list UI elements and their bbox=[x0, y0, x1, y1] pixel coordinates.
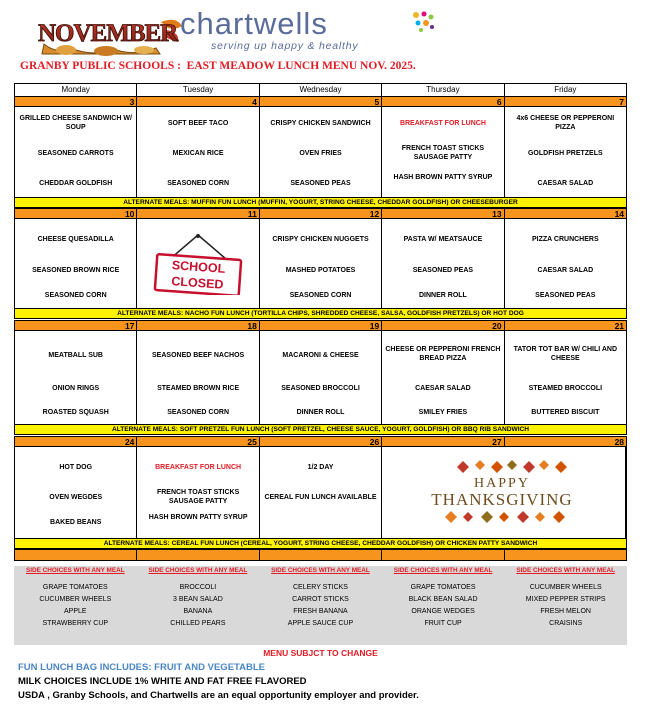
spacer-cell bbox=[15, 550, 137, 560]
spacer-row bbox=[14, 549, 627, 561]
menu-side: SEASONED PEAS bbox=[290, 180, 351, 187]
day-cell-wednesday bbox=[260, 447, 382, 538]
menu-entree: SEASONED BEEF NACHOS bbox=[152, 352, 245, 359]
menu-side: SEASONED CARROTS bbox=[37, 150, 114, 157]
date-number: 17 bbox=[15, 321, 137, 330]
date-number: 6 bbox=[382, 97, 504, 106]
menu-side: CAESAR SALAD bbox=[415, 385, 471, 392]
side-item: BROCCOLI bbox=[179, 584, 217, 591]
date-number: 14 bbox=[614, 209, 625, 219]
menu-side: CAESAR SALAD bbox=[537, 267, 594, 274]
side-item: FRESH BANANA bbox=[293, 608, 348, 615]
day-cell-monday bbox=[15, 331, 137, 424]
equal-opportunity-note: USDA , Granby Schools, and Chartwells are an equal opportunity employer and provider. bbox=[18, 690, 419, 701]
menu-side: SMILEY FRIES bbox=[418, 409, 468, 416]
day-cell-friday bbox=[505, 107, 626, 197]
week-row bbox=[14, 447, 627, 538]
day-header-friday: Friday bbox=[554, 85, 577, 94]
menu-side: FRENCH TOAST STICKS SAUSAGE PATTY bbox=[401, 145, 485, 161]
date-number: 13 bbox=[382, 209, 504, 218]
menu-side: OVEN WEGDES bbox=[49, 494, 103, 501]
date-number: 11 bbox=[137, 209, 259, 218]
date-number: 10 bbox=[15, 209, 137, 218]
menu-side: SEASONED BROCCOLI bbox=[281, 385, 360, 392]
side-item: CELERY STICKS bbox=[292, 584, 348, 591]
menu-side: FRENCH TOAST STICKS SAUSAGE PATTY bbox=[156, 489, 240, 505]
side-choices-tuesday bbox=[137, 566, 260, 630]
date-number: 4 bbox=[137, 97, 259, 106]
menu-side: SEASONED CORN bbox=[167, 180, 230, 187]
side-choices-heading: SIDE CHOICES WITH ANY MEAL bbox=[393, 567, 493, 574]
side-item: APPLE SAUCE CUP bbox=[287, 620, 354, 627]
day-cell-wednesday bbox=[260, 219, 382, 308]
menu-side: SEASONED CORN bbox=[167, 409, 230, 416]
side-item: 3 BEAN SALAD bbox=[172, 596, 223, 603]
menu-side: STEAMED BROCCOLI bbox=[528, 385, 603, 392]
menu-entree: CHEESE QUESADILLA bbox=[37, 236, 114, 243]
date-row bbox=[14, 96, 627, 107]
date-number: 27 bbox=[382, 437, 504, 446]
menu-entree: CHEESE OR PEPPERONI FRENCH BREAD PIZZA bbox=[385, 346, 501, 362]
side-item: FRUIT CUP bbox=[424, 620, 462, 627]
menu-entree: 4x6 CHEESE OR PEPPERONI PIZZA bbox=[516, 115, 615, 131]
menu-side: BAKED BEANS bbox=[50, 519, 102, 526]
side-item: CARROT STICKS bbox=[292, 596, 349, 603]
side-choices-heading: SIDE CHOICES WITH ANY MEAL bbox=[25, 567, 125, 574]
school-closed-text: CLOSED bbox=[171, 274, 225, 292]
date-number: 24 bbox=[15, 437, 137, 446]
date-number: 20 bbox=[382, 321, 504, 330]
day-header-row bbox=[14, 83, 627, 96]
half-day-notice: 1/2 DAY bbox=[307, 464, 334, 471]
date-row bbox=[14, 436, 627, 447]
day-cell-thursday bbox=[382, 107, 504, 197]
menu-side: HASH BROWN PATTY SYRUP bbox=[393, 174, 493, 181]
date-row bbox=[14, 208, 627, 219]
side-choices-heading: SIDE CHOICES WITH ANY MEAL bbox=[516, 567, 616, 574]
side-item: CUCUMBER WHEELS bbox=[39, 596, 112, 603]
side-item: GRAPE TOMATOES bbox=[410, 584, 476, 591]
day-cell-monday bbox=[15, 447, 137, 538]
alternate-meals-bar: ALTERNATE MEALS: NACHO FUN LUNCH (TORTILLA CHIPS, SHREDDED CHEESE, SALSA, GOLDFISH PRETZELS) OR HOT DOG bbox=[14, 308, 627, 319]
day-cell-thursday bbox=[382, 331, 504, 424]
side-item: FRESH MELON bbox=[540, 608, 591, 615]
side-item: GRAPE TOMATOES bbox=[42, 584, 108, 591]
menu-side: CHEDDAR GOLDFISH bbox=[39, 180, 113, 187]
side-choices-row bbox=[14, 566, 627, 630]
day-cell-wednesday bbox=[260, 107, 382, 197]
milk-note: MILK CHOICES INCLUDE 1% WHITE AND FAT FREE FLAVORED bbox=[18, 676, 307, 687]
thanksgiving-graphic bbox=[395, 457, 610, 527]
spacer-cell bbox=[505, 550, 626, 560]
day-cell-tuesday bbox=[137, 107, 259, 197]
menu-side: CAESAR SALAD bbox=[537, 180, 594, 187]
day-header-monday: Monday bbox=[15, 84, 137, 96]
side-item: BANANA bbox=[183, 608, 213, 615]
day-cell-friday bbox=[505, 219, 626, 308]
week-row bbox=[14, 331, 627, 424]
side-item: CUCUMBER WHEELS bbox=[529, 584, 602, 591]
school-closed-sign bbox=[148, 233, 248, 295]
leaf-icon bbox=[445, 511, 565, 523]
november-text: NOVEMBER bbox=[38, 20, 178, 47]
date-number: 5 bbox=[260, 97, 382, 106]
page-title: GRANBY PUBLIC SCHOOLS : EAST MEADOW LUNCH MENU NOV. 2025. bbox=[20, 60, 416, 72]
menu-entree: GRILLED CHEESE SANDWICH W/ SOUP bbox=[19, 115, 132, 131]
date-number: 18 bbox=[137, 321, 259, 330]
side-item: CRAISINS bbox=[549, 620, 583, 627]
menu-entree: TATOR TOT BAR W/ CHILI AND CHEESE bbox=[513, 346, 618, 362]
side-item: BLACK BEAN SALAD bbox=[408, 596, 478, 603]
day-cell-monday bbox=[15, 107, 137, 197]
menu-side: BUTTERED BISCUIT bbox=[531, 409, 600, 416]
brand-tagline: serving up happy & healthy bbox=[211, 40, 359, 52]
alternate-meals-bar: ALTERNATE MEALS: MUFFIN FUN LUNCH (MUFFIN, YOGURT, STRING CHEESE, CHEDDAR GOLDFISH) OR CHEESEBURGER bbox=[14, 197, 627, 208]
thanksgiving-text: THANKSGIVING bbox=[431, 490, 573, 509]
fun-lunch-note: FUN LUNCH BAG INCLUDES: FRUIT AND VEGETABLE bbox=[18, 662, 265, 673]
date-number: 12 bbox=[260, 209, 382, 218]
day-cell-tuesday bbox=[137, 219, 259, 308]
menu-side: OVEN FRIES bbox=[299, 150, 342, 157]
menu-side: HASH BROWN PATTY SYRUP bbox=[148, 514, 248, 521]
menu-entree: MACARONI & CHEESE bbox=[282, 352, 359, 359]
menu-entree: CEREAL FUN LUNCH AVAILABLE bbox=[264, 494, 377, 501]
menu-entree: CRISPY CHICKEN SANDWICH bbox=[270, 120, 371, 127]
day-cell-tuesday bbox=[137, 331, 259, 424]
spacer-cell bbox=[137, 550, 259, 560]
date-number: 7 bbox=[619, 97, 625, 107]
menu-side: SEASONED PEAS bbox=[535, 292, 596, 299]
menu-side: SEASONED CORN bbox=[44, 292, 107, 299]
day-cell-monday bbox=[15, 219, 137, 308]
november-logo bbox=[36, 10, 186, 58]
menu-side: SEASONED CORN bbox=[289, 292, 352, 299]
menu-side: DINNER ROLL bbox=[296, 409, 345, 416]
menu-side: MEXICAN RICE bbox=[172, 150, 224, 157]
spacer-cell bbox=[382, 550, 504, 560]
alternate-meals-bar: ALTERNATE MEALS: SOFT PRETZEL FUN LUNCH (SOFT PRETZEL, CHEESE SAUCE, YOGURT, GOLDFISH) OR BBQ RIB SANDWICH bbox=[14, 424, 627, 435]
menu-change-notice: MENU SUBJCT TO CHANGE bbox=[263, 648, 378, 658]
brand-dots-icon bbox=[410, 10, 436, 36]
menu-side: STEAMED BROWN RICE bbox=[157, 385, 240, 392]
date-number: 21 bbox=[614, 321, 625, 331]
side-choices-monday bbox=[14, 566, 137, 630]
date-number: 26 bbox=[260, 437, 382, 446]
week-row bbox=[14, 107, 627, 197]
menu-entree: BREAKFAST FOR LUNCH bbox=[155, 464, 242, 471]
thanksgiving-text: HAPPY bbox=[474, 476, 530, 491]
day-cell-wednesday bbox=[260, 331, 382, 424]
menu-side: ONION RINGS bbox=[52, 385, 100, 392]
menu-side: SEASONED BROWN RICE bbox=[32, 267, 120, 274]
side-choices-wednesday bbox=[259, 566, 382, 630]
menu-entree: SOFT BEEF TACO bbox=[167, 120, 229, 127]
school-closed-text: SCHOOL bbox=[171, 258, 227, 276]
side-choices-heading: SIDE CHOICES WITH ANY MEAL bbox=[148, 567, 248, 574]
brand-name: chartwells bbox=[180, 6, 328, 41]
side-item: APPLE bbox=[64, 608, 87, 615]
side-choices-thursday bbox=[382, 566, 505, 630]
menu-side: GOLDFISH PRETZELS bbox=[527, 150, 603, 157]
day-cell-friday bbox=[505, 331, 626, 424]
menu-side: MASHED POTATOES bbox=[285, 267, 356, 274]
date-number: 28 bbox=[614, 437, 625, 447]
menu-entree: PASTA W/ MEATSAUCE bbox=[403, 236, 483, 243]
menu-side: ROASTED SQUASH bbox=[42, 409, 109, 416]
menu-side: SEASONED PEAS bbox=[412, 267, 474, 274]
date-number: 25 bbox=[137, 437, 259, 446]
banner bbox=[14, 6, 444, 56]
date-number: 19 bbox=[260, 321, 382, 330]
side-item: MIXED PEPPER STRIPS bbox=[525, 596, 606, 603]
menu-entree: MEATBALL SUB bbox=[48, 352, 103, 359]
menu-side: DINNER ROLL bbox=[419, 292, 467, 299]
side-choices-heading: SIDE CHOICES WITH ANY MEAL bbox=[271, 567, 370, 574]
day-header-thursday: Thursday bbox=[382, 84, 504, 96]
side-item: STRAWBERRY CUP bbox=[42, 620, 109, 627]
alternate-meals-bar: ALTERNATE MEALS: CEREAL FUN LUNCH (CEREAL, YOGURT, STRING CHEESE, CHEDDAR GOLDFISH) OR CHICKEN PATTY SANDWICH bbox=[14, 538, 627, 549]
spacer-cell bbox=[260, 550, 382, 560]
day-cell-thursday bbox=[382, 219, 504, 308]
day-header-wednesday: Wednesday bbox=[260, 84, 382, 96]
side-choices-friday bbox=[504, 566, 627, 630]
day-cell-tuesday bbox=[137, 447, 259, 538]
menu-entree: BREAKFAST FOR LUNCH bbox=[399, 120, 486, 127]
side-item: CHILLED PEARS bbox=[170, 620, 226, 627]
week-row bbox=[14, 219, 627, 308]
menu-entree: PIZZA CRUNCHERS bbox=[532, 236, 599, 243]
date-number: 3 bbox=[15, 97, 137, 106]
day-header-tuesday: Tuesday bbox=[137, 84, 259, 96]
leaf-icon bbox=[457, 460, 567, 473]
menu-entree: HOT DOG bbox=[59, 464, 93, 471]
side-item: ORANGE WEDGES bbox=[411, 608, 475, 615]
date-row bbox=[14, 320, 627, 331]
menu-entree: CRISPY CHICKEN NUGGETS bbox=[272, 236, 369, 243]
